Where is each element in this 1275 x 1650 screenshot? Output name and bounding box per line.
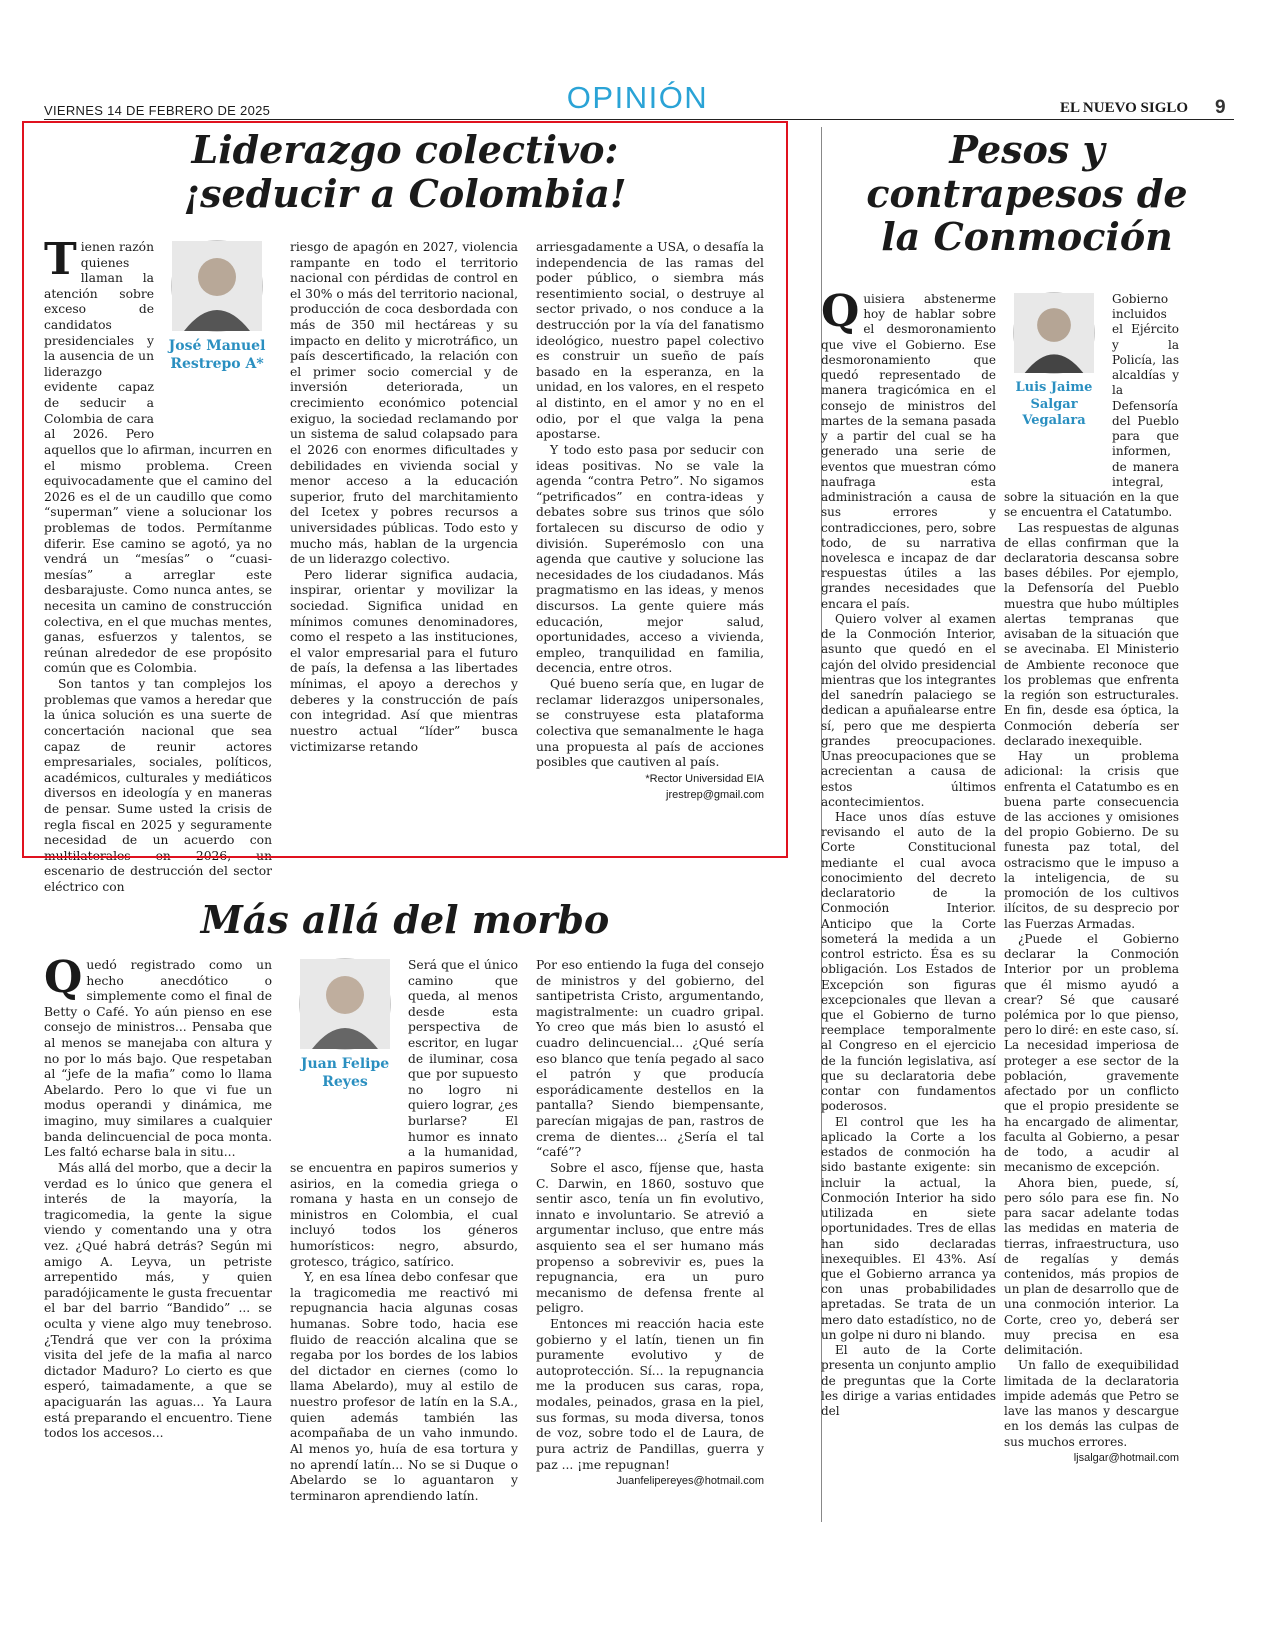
paragraph: Y, en esa línea debo confesar que la tragicomedia me reactivó mi repugnancia hacia algunas cosas humanas. Sobre todo, hacia ese fluido de reacción alcalina que se regaba por los bordes de los labios del dictador en ciernes (como lo llama Abelardo), muy al estilo de nuestro profesor de latín en la S.A., quien además también las acompañaba de un vaho inmundo. Al menos yo, huía de esa tortura y no aprendí latín... No se si Duque o Abelardo se lo aguantaron y terminaron aprendiendo latín. <box>290 1270 518 1503</box>
paragraph: Son tantos y tan complejos los problemas que vamos a heredar que la única solución es una suerte de concertación nacional que sea capaz de reunir actores empresariales, sociales, políticos, académicos, culturales y mediáticos diversos en ideología y en maneras de pensar. Sume usted la crisis de regla fiscal en 2025 y seguramente necesidad de un acuerdo con multilaterales en 2026, un escenario de destrucción del sector eléctrico con <box>44 677 272 894</box>
article-column <box>44 952 272 1518</box>
paragraph: Gobierno incluidos el Ejército y la Policía, las alcaldías y la Defensoría del Pueblo para que informen, de manera integral, sobre la situación en la que se encuentra el Catatumbo. <box>1004 292 1179 520</box>
article-pesos-contrapesos <box>821 0 1275 1520</box>
author-name: José Manuel Restrepo A* <box>168 338 266 372</box>
article-column <box>821 286 996 1517</box>
article-morbo <box>0 860 821 1520</box>
author-box <box>1004 292 1104 472</box>
author-footnote: *Rector Universidad EIA <box>645 772 764 785</box>
paragraph: ¿Puede el Gobierno declarar la Conmoción Interior por un problema que él mismo ayudó a crear? Sé que causaré polémica por lo que pienso, pero lo diré: en este caso, sí. La necesidad imperiosa de proteger a ese sector de la población, gravemente afectado por un conflicto que el propio presidente se ha encargado de alimentar, faculta al Gobierno, a pesar de todo, a acudir al mecanismo de excepción. <box>1004 931 1179 1175</box>
author-photo <box>299 958 391 1050</box>
paragraph: arriesgadamente a USA, o desafía la independencia de las ramas del poder público, o siembra más resentimiento social, o destruye al sector privado, o nos conduce a la destrucción por la vía del fanatismo ideológico, nuestro papel colectivo es construir un sueño de país basado en la esperanza, en la unidad, en los valores, en el respeto al distinto, en el amor y no en el odio, por el que valga la pena apostarse. <box>536 240 764 442</box>
headline-line: Pesos y <box>949 127 1105 172</box>
author-email: jrestrep@gmail.com <box>666 789 764 802</box>
article-headline <box>821 128 1233 259</box>
paragraph: Un fallo de exequibilidad limitada de la declaratoria impide además que Petro se lave las manos y descargue en los demás las culpas de sus muchos errores. <box>1004 1358 1179 1449</box>
paragraph: Por eso entiendo la fuga del consejo de ministros y del gobierno, del santipetrista Cristo, argumentando, magistralmente: un cuadro gripal. Yo creo que más bien lo asustó el cuadro delincuencial... ¿Qué sería eso blanco que tenía pegado al saco el patrón y que producía esporádicamente destellos en la pantalla? Siendo biempensante, parecían migajas de pan, rastros de crema de dientes... ¿Sería el tal “café”? <box>536 958 764 1160</box>
author-email: ljsalgar@hotmail.com <box>1073 1451 1179 1464</box>
highlight-box <box>22 121 788 858</box>
paragraph: Pero liderar significa audacia, inspirar, orientar y movilizar la sociedad. Significa unidad en mínimos comunes denominadores, como el respeto a las instituciones, el valor empresarial para el futuro de país, la defensa a las libertades mínimas, el apoyo a derechos y deberes y la construcción de país con integridad. Así que mientras nuestro actual “líder” busca victimizarse retando <box>290 567 518 754</box>
article-headline <box>40 898 770 942</box>
paragraph: Ahora bien, puede, sí, pero sólo para ese fin. No para sacar adelante todas las medidas en materia de tierras, infraestructura, uso de regalías y demás contenidos, más propios de un plan de desarrollo que de una conmoción interior. La Corte, creo yo, deberá ser muy precisa en esa delimitación. <box>1004 1175 1179 1358</box>
edition-date: VIERNES 14 DE FEBRERO DE 2025 <box>44 103 271 118</box>
article-column <box>536 958 764 1518</box>
paragraph: riesgo de apagón en 2027, violencia rampante en todo el territorio nacional con pérdidas de control en el 30% o más del territorio nacional, producción de coca desbordada con más de 350 mil hectáreas y su impacto en delito y microtráfico, un país descertificado, la relación con el primer socio comercial y de inversión deteriorada, un crecimiento económico potencial exiguo, la sociedad reclamando por un sistema de salud colapsado para el 2026 con enormes dificultades y debilidades en vivienda social y menor acceso a la educación superior, fruto del marchitamiento del Icetex y pobres recursos a universidades públicas. Todo esto y mucho más, hablan de la urgencia de un liderazgo colectivo. <box>290 240 518 567</box>
article-column <box>290 958 518 1518</box>
paragraph: Quiero volver al examen de la Conmoción Interior, asunto que quedó en el cajón del olvido presidencial mientras que los integrantes del sanedrín palaciego se dedican a apuñalearse entre sí, pero que me despierta grandes preocupaciones. Unas preocupaciones que se acrecientan a causa de estos últimos acontecimientos. <box>821 611 996 809</box>
page-number: 9 <box>1215 97 1226 118</box>
author-name: Luis Jaime Salgar Vegalara <box>1015 380 1093 429</box>
section-title: OPINIÓN <box>566 80 709 115</box>
article-column <box>1004 292 1179 1517</box>
author-photo <box>1013 292 1095 374</box>
paragraph: El control que les ha aplicado la Corte a los estados de conmoción ha sido bastante exigente: sin incluir la actual, la Conmoción Interior ha sido utilizada en siete oportunidades. Tres de ellas han sido declaradas inexequibles. El 43%. Así que el Gobierno arranca ya con unas probabilidades apretadas. Se trata de un mero dato estadístico, no de un golpe ni duro ni blando. <box>821 1114 996 1342</box>
paragraph: Más allá del morbo, que a decir la verdad es lo único que genera el interés de la mayoría, la tragicomedia, la gente la sigue viendo y comentando una y otra vez. ¿Qué habrá detrás? Según mi amigo A. Leyva, un petriste arrepentido más, y quien paradójicamente le gusta frecuentar el bar del barrio “Bandido” ... se oculta y viene algo muy tenebroso. ¿Tendrá que ver con la próxima visita del jefe de la mafia al narco dictador Maduro? Lo cierto es que esperó, taimadamente, a que se apaciguarán las aguas... Ya Laura está preparando el encuentro. Tiene todos los accesos... <box>44 1160 272 1441</box>
paragraph: Las respuestas de algunas de ellas confirman que la declaratoria descansa sobre bases débiles. Por ejemplo, la Defensoría del Pueblo muestra que hubo múltiples alertas tempranas que avisaban de la situación que se avecinaba. El Ministerio de Ambiente reconoce que los problemas que enfrenta la región son estructurales. En fin, desde esa óptica, la Conmoción debería ser declarado inexequible. <box>1004 520 1179 748</box>
drop-cap: T <box>44 234 77 285</box>
paragraph: Tienen razón quienes llaman la atención sobre exceso de candidatos presidenciales y la ausencia de un liderazgo evidente capaz de seducir a Colombia de cara al 2026. Pero aquellos que lo afirman, incurren en el mismo problema. Creen equivocadamente que el camino del 2026 es el de un caudillo que como “superman” viene a solucionar los problemas de todos. Permítanme diferir. Ese camino se agotó, ya no vendrá un “mesías” o “cuasi-mesías” a arreglar este desbarajuste. Como nunca antes, se necesita un camino de construcción colectiva, en el que muchas mentes, ganas, esfuerzos y talentos, se reúnan alrededor de ese propósito común que es Colombia. <box>44 234 272 676</box>
author-email: Juanfelipereyes@hotmail.com <box>616 1475 764 1488</box>
paragraph: Será que el único camino que queda, al menos desde esta perspectiva de escritor, en lugar de iluminar, cosa que por supuesto no logro ni quiero lograr, ¿es burlarse? El humor es innato a la humanidad, se encuentra en papiros sumerios y asirios, en la comedia griega o romana y hasta en un consejo de ministros en Colombia, el cual incluyó todos los géneros humorísticos: negro, absurdo, grotesco, trágico, satírico. <box>290 958 518 1269</box>
newspaper-name: EL NUEVO SIGLO <box>1060 100 1189 116</box>
headline-line: Más allá del morbo <box>200 897 610 942</box>
paragraph: Hace unos días estuve revisando el auto de la Corte Constitucional mediante el cual avoca conocimiento del decreto declaratorio de la Conmoción Interior. Anticipo que la Corte someterá la medida a un control estricto. Ésa es su obligación. Los Estados de Excepción son figuras excepcionales que llevan a que el Gobierno de turno reemplace temporalmente al Congreso en el ejercicio de la función legislativa, así que su declaratoria debe contar con fundamentos poderosos. <box>821 809 996 1114</box>
author-name: Juan Felipe Reyes <box>300 1056 390 1090</box>
paragraph: Hay un problema adicional: la crisis que enfrenta el Catatumbo es en buena parte consecuencia de las acciones y omisiones del propio Gobierno. De su funesta paz total, del ostracismo que le impuso a la inteligencia, de su promoción de los cultivos ilícitos, de su desprecio por las Fuerzas Armadas. <box>1004 749 1179 931</box>
drop-cap: Q <box>44 952 83 1003</box>
drop-cap: Q <box>821 286 860 337</box>
paragraph: Quedó registrado como un hecho anecdótico o simplemente como el final de Betty o Café. Yo aún pienso en ese consejo de ministros... Pensaba que al menos se manejaba con altura y no por lo más bajo. Que respetaban al “jefe de la mafia” como lo llama Abelardo. Pero lo que vi fue un modus operandi y dinámica, me imagino, muy similares a cualquier banda delincuencial de poca monta. Les faltó echarse bala in situ... <box>44 952 272 1160</box>
paragraph: Quisiera abstenerme hoy de hablar sobre el desmoronamiento que vive el Gobierno. Ese desmoronamiento que quedó representado de manera tragicómica en el consejo de ministros del martes de la semana pasada y a partir del cual se ha generado una serie de eventos que muestran cómo naufraga esta administración a causa de sus errores y contradicciones, pero, sobre todo, de su narrativa novelesca e incapaz de dar respuestas útiles a las grandes necesidades que encara el país. <box>821 286 996 611</box>
paragraph: Entonces mi reacción hacia este gobierno y el latín, tienen un fin puramente evolutivo y de autoprotección. Sí... la repugnancia me la producen sus caras, ropa, modales, peinados, grasa en la piel, sus formas, su moda diversa, tonos de voz, sobre todo el de Laura, de pura actriz de Pandillas, guerra y paz ... ¡me repugnan! <box>536 1317 764 1472</box>
headline-line: ¡seducir a Colombia! <box>183 170 627 216</box>
headline-line: Liderazgo colectivo: <box>191 127 619 172</box>
paragraph: Sobre el asco, fíjense que, hasta C. Darwin, en 1860, sostuvo que sentir asco, tenía un fin evolutivo, innato e involuntario. Se atrevió a argumentar incluso, que entre más asquiento sea el ser humano más propenso a sobrevivir es, pues la repugnancia, era un puro mecanismo de defensa frente al peligro. <box>536 1160 764 1316</box>
headline-line: la Conmoción <box>881 214 1173 260</box>
author-box <box>290 958 400 1153</box>
paragraph: Qué bueno sería que, en lugar de reclamar liderazgos unipersonales, se construyese esta plataforma colectiva que semanalmente le haga una propuesta al país de acciones posibles que cautiven al país. <box>536 677 764 770</box>
headline-line: contrapesos de <box>866 170 1188 216</box>
paragraph: El auto de la Corte presenta un conjunto amplio de preguntas que la Corte les dirige a varias entidades del <box>821 1343 996 1419</box>
paragraph: Y todo esto pasa por seducir con ideas positivas. No se vale la agenda “contra Petro”. No sigamos “petrificados” en contra-ideas y debates sobre sus trinos que sólo fortalecen su discurso de odio y división. Superémoslo con una agenda que cautive y solucione las necesidades de los ciudadanos. Más pragmatismo en las ideas, y menos discursos. La gente quiere más educación, mejor salud, oportunidades, acceso a vivienda, empleo, tranquilidad en familia, decencia, entre otros. <box>536 442 764 676</box>
